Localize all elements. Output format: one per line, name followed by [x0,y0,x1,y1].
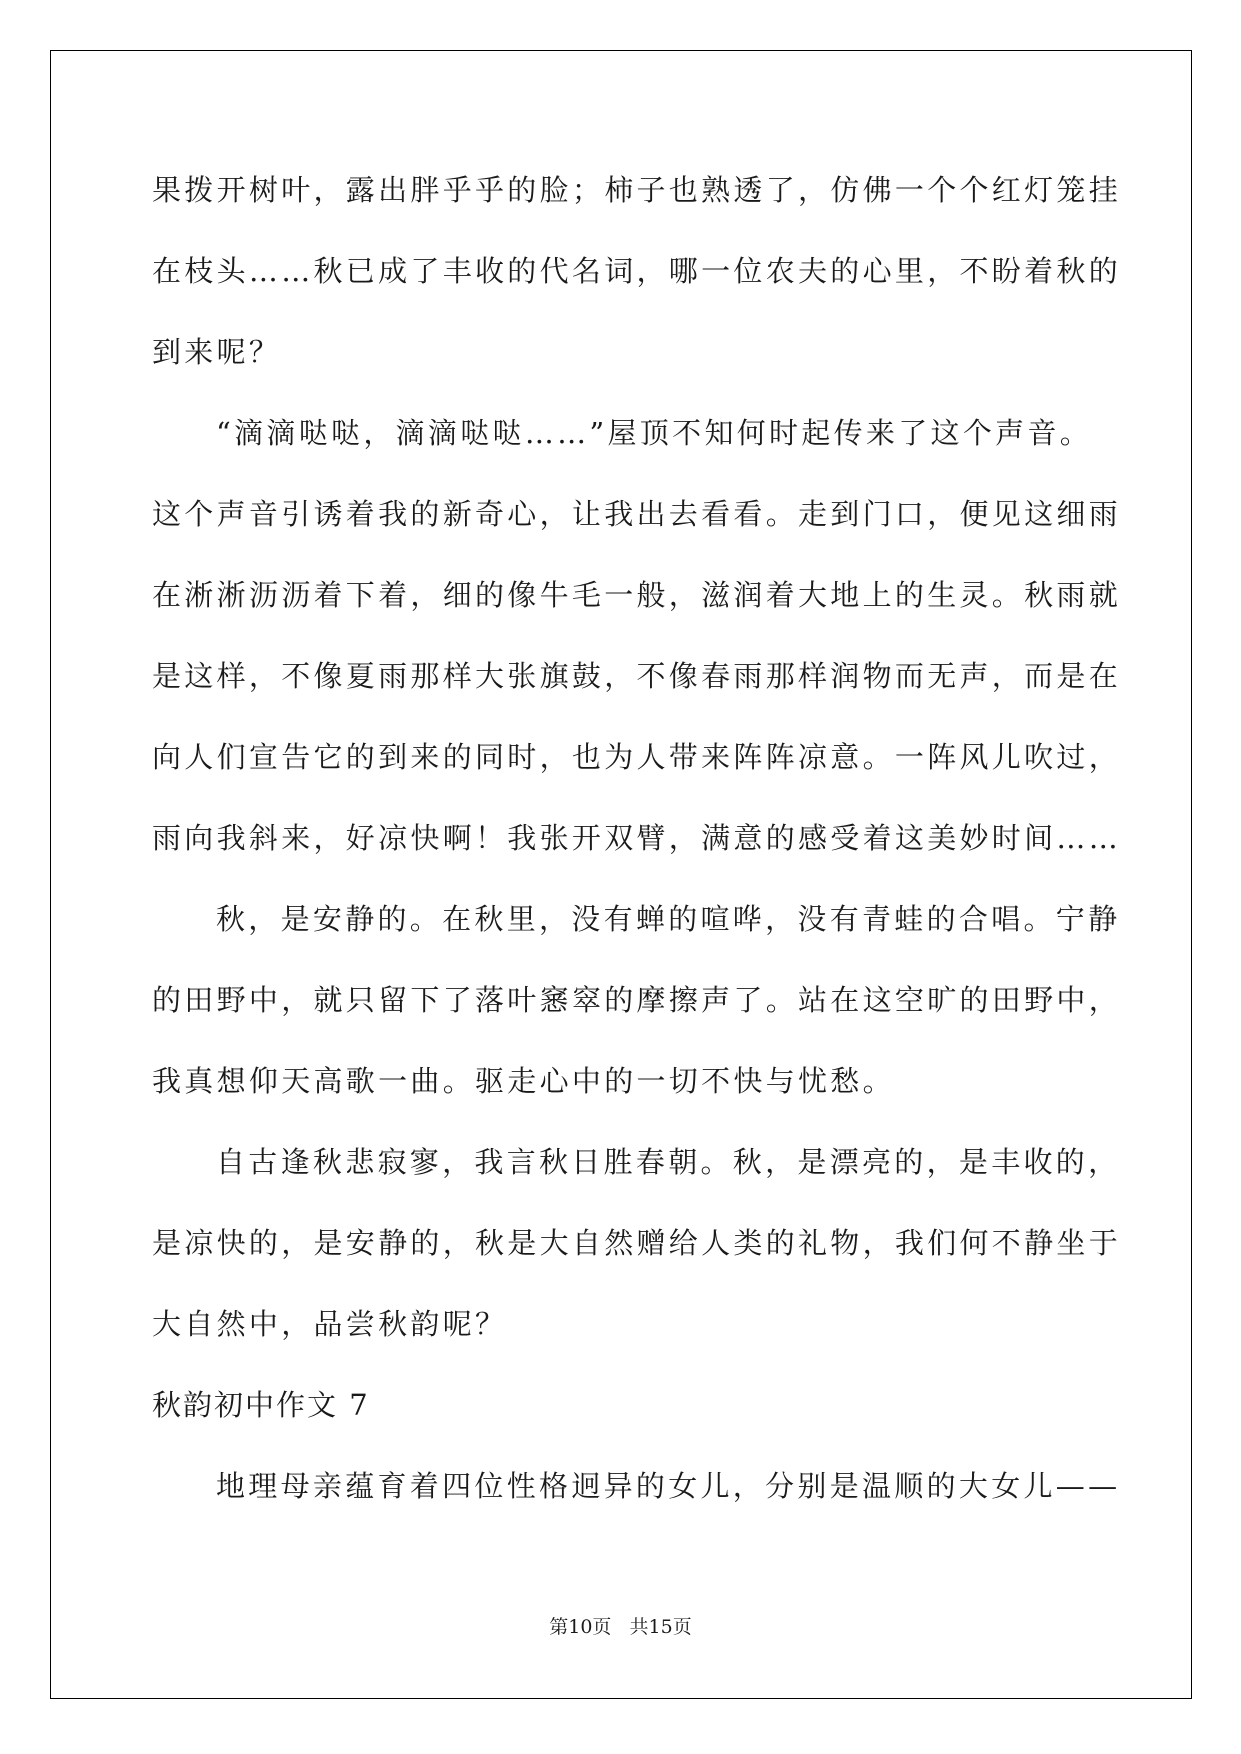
text-line: 的田野中，就只留下了落叶窸窣的摩擦声了。站在这空旷的田野中， [152,983,1122,1017]
section-heading: 秋韵初中作文 7 [152,1388,370,1422]
text-line: 是凉快的，是安静的，秋是大自然赠给人类的礼物，我们何不静坐于 [152,1226,1122,1260]
text-line: 这个声音引诱着我的新奇心，让我出去看看。走到门口，便见这细雨 [152,497,1122,531]
text-line: 雨向我斜来，好凉快啊！我张开双臂，满意的感受着这美妙时间…… [152,821,1122,855]
text-line: 向人们宣告它的到来的同时，也为人带来阵阵凉意。一阵风儿吹过， [152,740,1122,774]
text-line: 果拨开树叶，露出胖乎乎的脸；柿子也熟透了，仿佛一个个红灯笼挂 [152,173,1122,207]
document-body [152,160,1122,1537]
paragraph-start: 自古逢秋悲寂寥，我言秋日胜春朝。秋，是漂亮的，是丰收的， [216,1145,1121,1179]
text-line: 在淅淅沥沥着下着，细的像牛毛一般，滋润着大地上的生灵。秋雨就 [152,578,1122,612]
text-line: 在枝头……秋已成了丰收的代名词，哪一位农夫的心里，不盼着秋的 [152,254,1122,288]
paragraph-start: 地理母亲蕴育着四位性格迥异的女儿，分别是温顺的大女儿—— [216,1469,1121,1503]
text-line: 到来呢？ [152,335,282,369]
paragraph-start: “滴滴哒哒，滴滴哒哒……”屋顶不知何时起传来了这个声音。 [216,416,1093,450]
text-line: 我真想仰天高歌一曲。驱走心中的一切不快与忧愁。 [152,1064,895,1098]
text-line: 是这样，不像夏雨那样大张旗鼓，不像春雨那样润物而无声，而是在 [152,659,1122,693]
text-line: 大自然中，品尝秋韵呢？ [152,1307,508,1341]
page-number-footer: 第10页 共15页 [549,1616,692,1638]
paragraph-start: 秋，是安静的。在秋里，没有蝉的喧哗，没有青蛙的合唱。宁静 [216,902,1121,936]
